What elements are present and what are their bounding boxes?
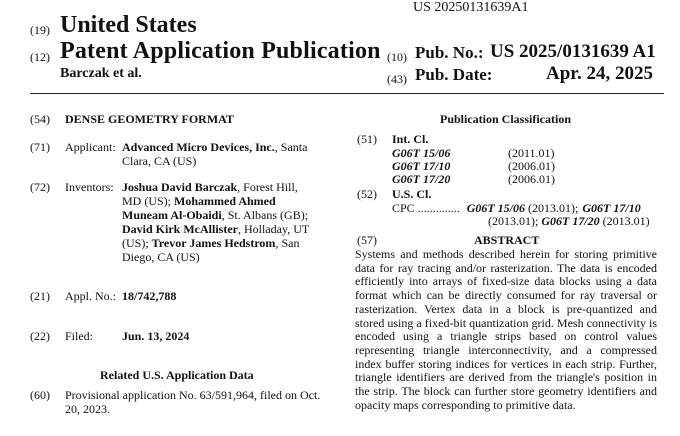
int-cl-label: Int. Cl. bbox=[392, 132, 429, 146]
inventor-2-location: , St. Albans (GB); bbox=[221, 208, 309, 222]
inventor-3-location: , Holladay, UT bbox=[237, 222, 310, 236]
pub-date: Apr. 24, 2025 bbox=[546, 63, 653, 84]
int-cl-code: G06T 17/20 bbox=[392, 172, 451, 186]
us-cl-label: U.S. Cl. bbox=[392, 187, 432, 201]
cpc-line-2 bbox=[488, 214, 650, 229]
code-72: (72) bbox=[30, 180, 50, 194]
provisional-line-1: Provisional application No. 63/591,964, filed on Oct. bbox=[65, 388, 321, 402]
inventor-line-4 bbox=[122, 222, 309, 237]
code-19: (19) bbox=[30, 23, 50, 37]
cpc-code-2: G06T 17/10 bbox=[582, 201, 641, 215]
applicant-line-1 bbox=[122, 140, 307, 155]
inventor-4-name: Trevor James Hedstrom bbox=[151, 236, 276, 250]
code-71: (71) bbox=[30, 140, 50, 154]
inventor-line-2 bbox=[122, 194, 276, 209]
inventors-label: Inventors: bbox=[65, 180, 114, 194]
int-cl-row bbox=[392, 172, 562, 187]
cpc-leader-dots: .............. bbox=[417, 201, 460, 215]
appl-no-label: Appl. No.: bbox=[65, 289, 116, 303]
appl-no: 18/742,788 bbox=[122, 289, 177, 303]
cpc-code-1: G06T 15/06 bbox=[466, 201, 526, 215]
int-cl-year: (2006.01) bbox=[508, 159, 555, 173]
publication-type: Patent Application Publication bbox=[60, 38, 381, 64]
provisional-line-2: 20, 2023. bbox=[65, 402, 110, 416]
applicant-location: , Santa bbox=[274, 140, 308, 154]
country-title: United States bbox=[60, 12, 197, 38]
document-number: US 20250131639A1 bbox=[413, 0, 529, 15]
code-57: (57) bbox=[357, 233, 377, 247]
cpc-year-3: (2013.01) bbox=[602, 214, 650, 228]
int-cl-year: (2006.01) bbox=[508, 172, 555, 186]
cpc-code-3: G06T 17/20 bbox=[541, 214, 600, 228]
code-52: (52) bbox=[357, 187, 377, 201]
int-cl-year: (2011.01) bbox=[508, 146, 555, 160]
inventor-1-name: Joshua David Barczak bbox=[122, 180, 238, 194]
code-22: (22) bbox=[30, 329, 50, 343]
pub-date-label: Pub. Date: bbox=[415, 65, 493, 84]
cpc-year-2: (2013.01); bbox=[488, 214, 539, 228]
filed-label: Filed: bbox=[65, 329, 94, 343]
abstract-text: Systems and methods described herein for storing primitive data for ray tracing and/or rasterization. The data is encoded efficiently into arrays of fixed-size data blocks using a data format which can be directly consumed for ray traversal or rasterization. Vertex data in a block is pre-quantized and stored using a fixed-bit quantization grid. Mesh connectivity is encoded using a triangle strips based on control values representing triangle interconnectivity, and a compressed index buffer storing indices for vertices in each strip. Further, triangle identifiers are derived from the triangle's position in the strip. The block can further store geometry identifiers and opacity maps corresponding to primitive data. bbox=[355, 247, 657, 412]
filed-date: Jun. 13, 2024 bbox=[122, 329, 190, 343]
inventor-line-6: Diego, CA (US) bbox=[122, 250, 200, 264]
int-cl-code: G06T 17/10 bbox=[392, 159, 451, 173]
inventor-1-location: , Forest Hill, bbox=[237, 180, 298, 194]
code-51: (51) bbox=[357, 132, 377, 146]
authors: Barczak et al. bbox=[60, 66, 142, 81]
inventor-2-name-part1: Mohammed Ahmed bbox=[174, 194, 276, 208]
invention-title: DENSE GEOMETRY FORMAT bbox=[65, 112, 234, 126]
inventor-line-1 bbox=[122, 180, 298, 195]
inventor-2-name-part2: Muneam Al-Obaidi bbox=[122, 208, 222, 222]
inventor-3-country: (US); bbox=[122, 236, 149, 250]
related-data-heading: Related U.S. Application Data bbox=[100, 368, 254, 382]
applicant-name: Advanced Micro Devices, Inc. bbox=[122, 140, 275, 154]
code-43: (43) bbox=[387, 72, 407, 86]
applicant-label: Applicant: bbox=[65, 140, 116, 154]
classification-heading: Publication Classification bbox=[440, 112, 572, 126]
code-54: (54) bbox=[30, 112, 50, 126]
code-10: (10) bbox=[387, 50, 407, 64]
int-cl-code: G06T 15/06 bbox=[392, 146, 451, 160]
inventor-3-name: David Kirk McAllister bbox=[122, 222, 238, 236]
applicant-line-2: Clara, CA (US) bbox=[122, 154, 197, 168]
cpc-label: CPC bbox=[392, 201, 415, 215]
code-21: (21) bbox=[30, 289, 50, 303]
inventor-4-location: , San bbox=[275, 236, 300, 250]
code-12: (12) bbox=[30, 50, 50, 64]
abstract-heading: ABSTRACT bbox=[474, 233, 540, 247]
inventor-1-country: MD (US); bbox=[122, 194, 172, 208]
code-60: (60) bbox=[30, 388, 50, 402]
header-divider bbox=[30, 93, 664, 94]
inventor-line-5 bbox=[122, 236, 299, 251]
pub-no-label: Pub. No.: bbox=[415, 43, 484, 62]
pub-no: US 2025/0131639 A1 bbox=[490, 41, 656, 62]
cpc-year-1: (2013.01); bbox=[528, 201, 579, 215]
inventor-line-3 bbox=[122, 208, 308, 223]
